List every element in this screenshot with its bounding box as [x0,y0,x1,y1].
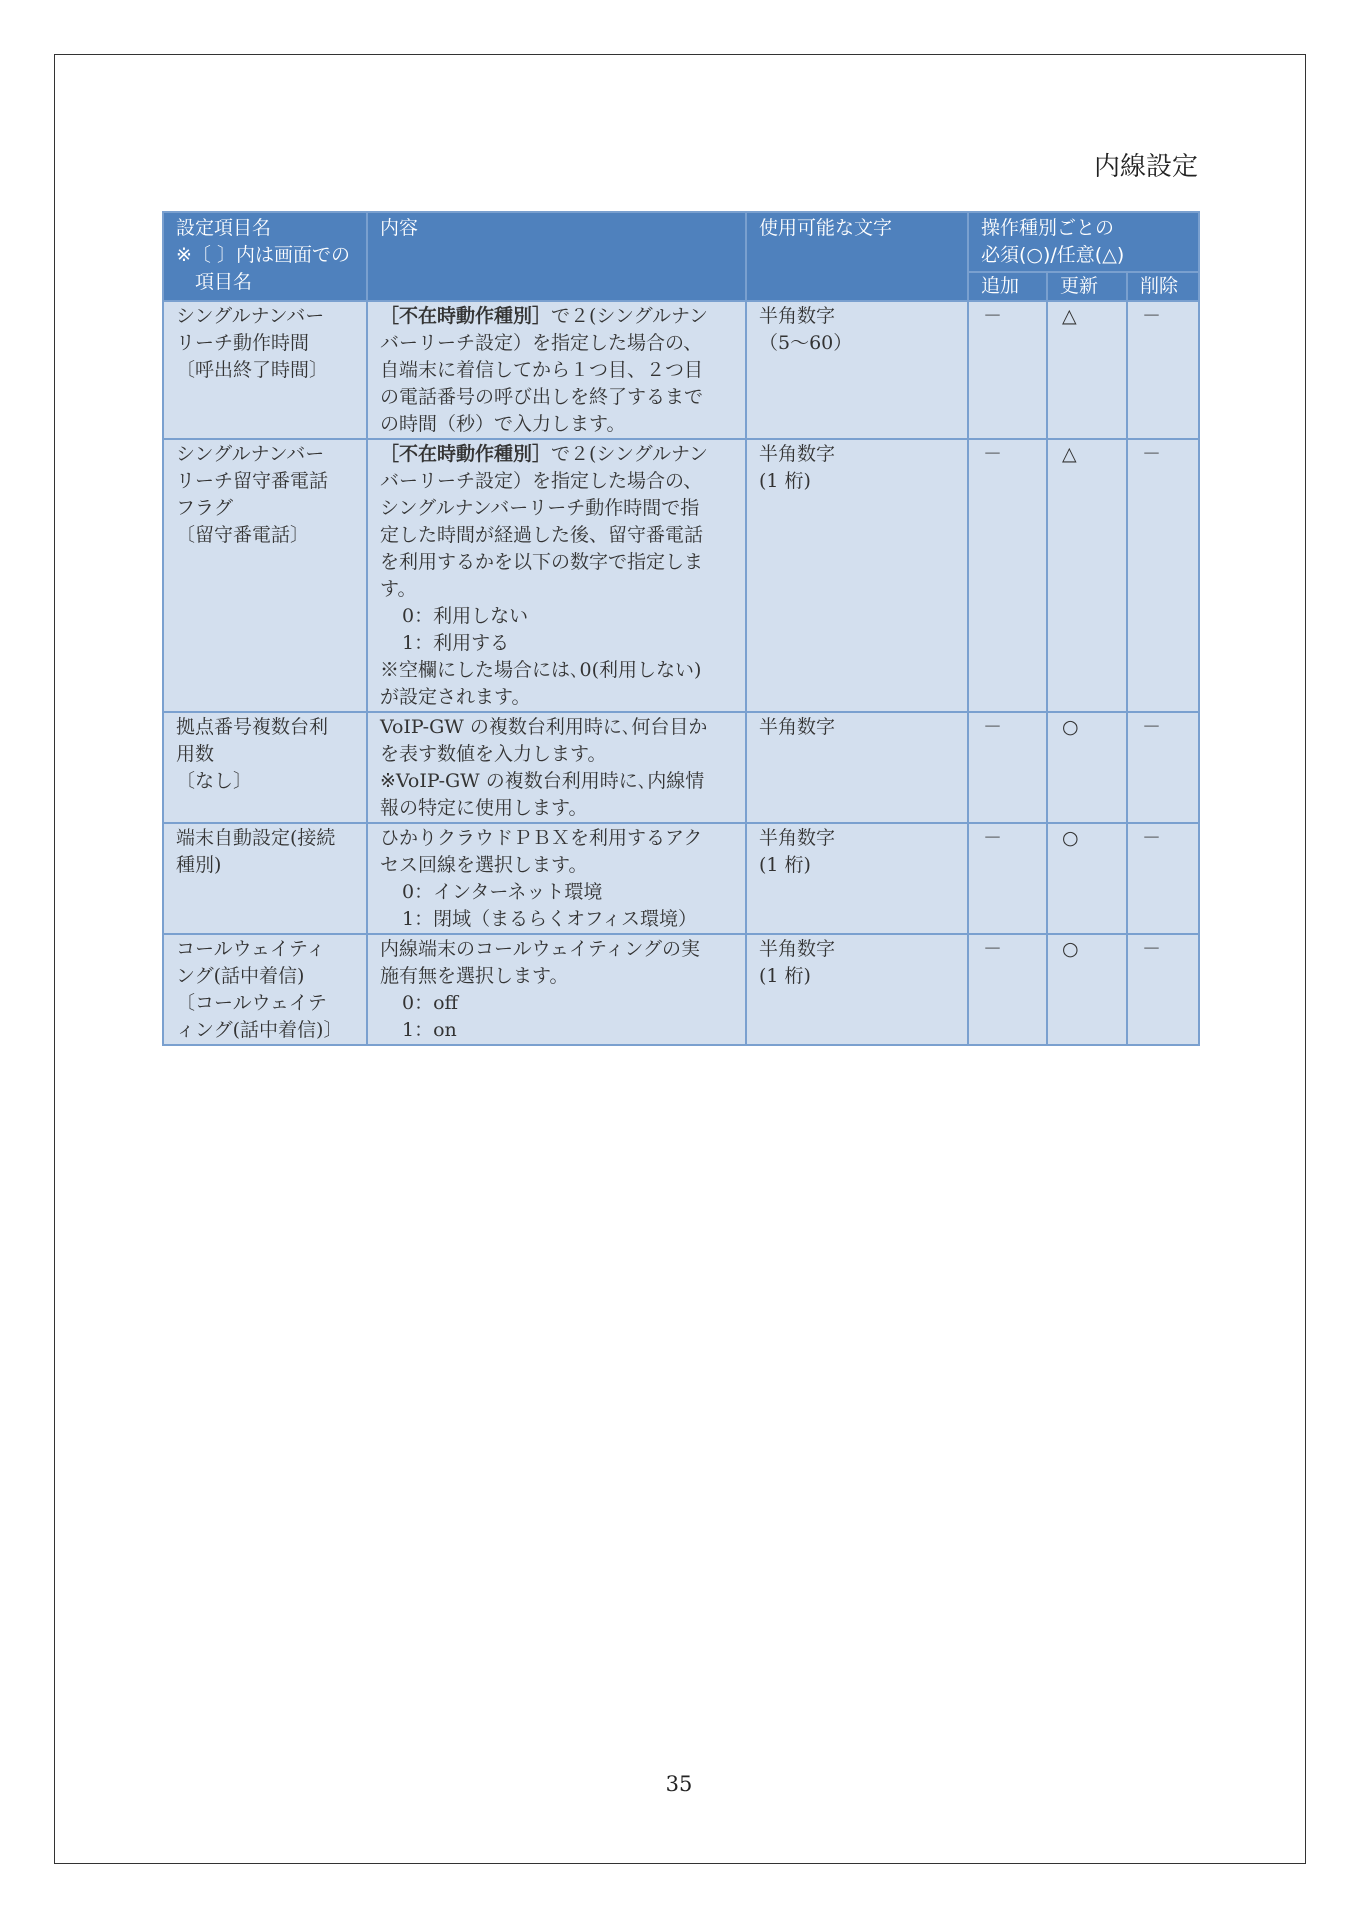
delete-mark: － [1127,712,1199,823]
add-mark: － [968,934,1047,1045]
content-cell: ひかりクラウドＰＢＸを利用するアク セス回線を選択します。 0：インターネット環境 1：閉域（まるらくオフィス環境） [367,823,746,934]
header-chars: 使用可能な文字 [746,212,968,301]
header-update: 更新 [1047,272,1127,301]
update-mark: ○ [1047,823,1127,934]
add-mark: － [968,712,1047,823]
chars-cell: 半角数字 (1 桁) [746,823,968,934]
chars-cell: 半角数字 [746,712,968,823]
update-mark: ○ [1047,934,1127,1045]
item-name-cell: 拠点番号複数台利 用数 〔なし〕 [163,712,367,823]
table-header-row [163,212,1199,272]
table-row [163,439,1199,712]
update-mark: ○ [1047,712,1127,823]
delete-mark: － [1127,301,1199,439]
chars-cell: 半角数字 (1 桁) [746,439,968,712]
item-name-cell: シングルナンバー リーチ動作時間 〔呼出終了時間〕 [163,301,367,439]
update-mark: △ [1047,439,1127,712]
update-mark: △ [1047,301,1127,439]
header-content: 内容 [367,212,746,301]
section-title: 内線設定 [1093,152,1198,182]
content-cell: 内線端末のコールウェイティングの実 施有無を選択します。 0：off 1：on [367,934,746,1045]
header-operation: 操作種別ごとの 必須(○)/任意(△) [968,212,1199,272]
item-name-cell: 端末自動設定(接続 種別) [163,823,367,934]
table-row [163,934,1199,1045]
delete-mark: － [1127,934,1199,1045]
table-row [163,712,1199,823]
header-item-name: 設定項目名 ※〔 〕内は画面での 項目名 [163,212,367,301]
settings-table [162,211,1200,1046]
content-cell: ［不在時動作種別］で２(シングルナン バーリーチ設定）を指定した場合の、 シングルナンバーリーチ動作時間で指 定した時間が経過した後、留守番電話 を利用するかを以下の数字で指定しま す。 0：利用しない 1：利用する ※空欄にした場合には､0(利用しない) が設定されます。 [367,439,746,712]
add-mark: － [968,301,1047,439]
page-number: 35 [665,1772,693,1796]
chars-cell: 半角数字 (1 桁) [746,934,968,1045]
item-name-cell: シングルナンバー リーチ留守番電話 フラグ 〔留守番電話〕 [163,439,367,712]
header-add: 追加 [968,272,1047,301]
content-cell: ［不在時動作種別］で２(シングルナン バーリーチ設定）を指定した場合の、 自端末に着信してから１つ目、２つ目 の電話番号の呼び出しを終了するまで の時間（秒）で入力します。 [367,301,746,439]
add-mark: － [968,439,1047,712]
add-mark: － [968,823,1047,934]
table-row [163,823,1199,934]
item-name-cell: コールウェイティ ング(話中着信) 〔コールウェイテ ィング(話中着信)〕 [163,934,367,1045]
delete-mark: － [1127,823,1199,934]
delete-mark: － [1127,439,1199,712]
content-cell: VoIP-GW の複数台利用時に､何台目か を表す数値を入力します。 ※VoIP-GW の複数台利用時に､内線情 報の特定に使用します。 [367,712,746,823]
table-row [163,301,1199,439]
header-delete: 削除 [1127,272,1199,301]
chars-cell: 半角数字 （5～60） [746,301,968,439]
